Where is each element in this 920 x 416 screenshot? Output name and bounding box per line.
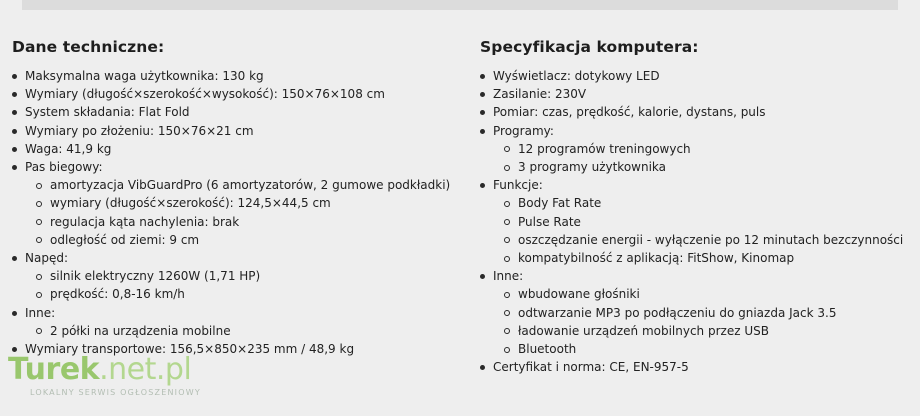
watermark-tagline: LOKALNY SERWIS OGŁOSZENIOWY [30, 388, 201, 397]
spec-sublist [493, 140, 910, 176]
spec-item [12, 103, 462, 121]
computer-spec-title: Specyfikacja komputera: [480, 38, 699, 56]
spec-subitem: odtwarzanie MP3 po podłączeniu do gniazda Jack 3.5 [493, 304, 910, 322]
spec-subitem: 12 programów treningowych [493, 140, 910, 158]
spec-item [480, 122, 910, 177]
spec-sublist [25, 267, 462, 303]
spec-item [480, 267, 910, 358]
spec-item-text: Wymiary (długość×szerokość×wysokość): 150×76×108 cm [25, 87, 385, 102]
spec-subitem: odległość od ziemi: 9 cm [25, 231, 462, 249]
spec-item [480, 67, 910, 85]
spec-subitem: silnik elektryczny 1260W (1,71 HP) [25, 267, 462, 285]
top-divider-strip [22, 0, 898, 10]
spec-subitem: prędkość: 0,8-16 km/h [25, 285, 462, 303]
spec-item-text: Waga: 41,9 kg [25, 141, 112, 156]
spec-item-text: Maksymalna waga użytkownika: 130 kg [25, 69, 264, 83]
spec-item [12, 304, 462, 340]
spec-item-text: Funkcje: [493, 178, 543, 193]
spec-subitem: ładowanie urządzeń mobilnych przez USB [493, 322, 910, 340]
spec-item [480, 103, 910, 121]
spec-item [12, 85, 462, 103]
turek-watermark-logo: Turek.net.pl [8, 352, 192, 387]
spec-subitem: 3 programy użytkownika [493, 158, 910, 176]
spec-subitem: wymiary (długość×szerokość): 124,5×44,5 cm [25, 194, 462, 212]
spec-item-text: System składania: Flat Fold [25, 105, 190, 120]
spec-item [480, 176, 910, 267]
spec-item-text: Zasilanie: 230V [493, 87, 587, 102]
spec-subitem: Pulse Rate [493, 213, 910, 231]
technical-data-title: Dane techniczne: [12, 38, 165, 56]
spec-subitem: wbudowane głośniki [493, 285, 910, 303]
spec-subitem: Body Fat Rate [493, 194, 910, 212]
technical-data-list [12, 67, 462, 358]
spec-item-text: Inne: [493, 269, 524, 284]
spec-item-text: Pas biegowy: [25, 160, 103, 175]
spec-sublist [25, 176, 462, 249]
spec-item-text: Napęd: [25, 251, 68, 266]
spec-item-text: Certyfikat i norma: CE, EN-957-5 [493, 360, 689, 375]
spec-subitem: kompatybilność z aplikacją: FitShow, Kinomap [493, 249, 910, 267]
spec-item [480, 85, 910, 103]
spec-item [12, 249, 462, 304]
computer-spec-list [480, 67, 910, 376]
spec-subitem: oszczędzanie energii - wyłączenie po 12 minutach bezczynności [493, 231, 910, 249]
spec-item [12, 122, 462, 140]
technical-data-section [12, 38, 462, 358]
spec-item-text: Inne: [25, 305, 56, 320]
spec-subitem: amortyzacja VibGuardPro (6 amortyzatorów, 2 gumowe podkładki) [25, 176, 462, 194]
spec-sublist [493, 194, 910, 267]
spec-item [12, 67, 462, 85]
spec-sublist [25, 322, 462, 340]
spec-item-text: Programy: [493, 123, 554, 138]
spec-item [12, 158, 462, 249]
spec-item-text: Wymiary po złożeniu: 150×76×21 cm [25, 123, 254, 138]
spec-item-text: Pomiar: czas, prędkość, kalorie, dystans, puls [493, 105, 766, 120]
spec-subitem: 2 półki na urządzenia mobilne [25, 322, 462, 340]
spec-subitem: regulacja kąta nachylenia: brak [25, 213, 462, 231]
spec-subitem: Bluetooth [493, 340, 910, 358]
spec-item-text: Wyświetlacz: dotykowy LED [493, 69, 660, 83]
spec-item [12, 140, 462, 158]
spec-sublist [493, 285, 910, 358]
computer-spec-section [480, 38, 910, 376]
spec-item-text: Wymiary transportowe: 156,5×850×235 mm / 48,9 kg [25, 342, 355, 357]
spec-item [480, 358, 910, 376]
